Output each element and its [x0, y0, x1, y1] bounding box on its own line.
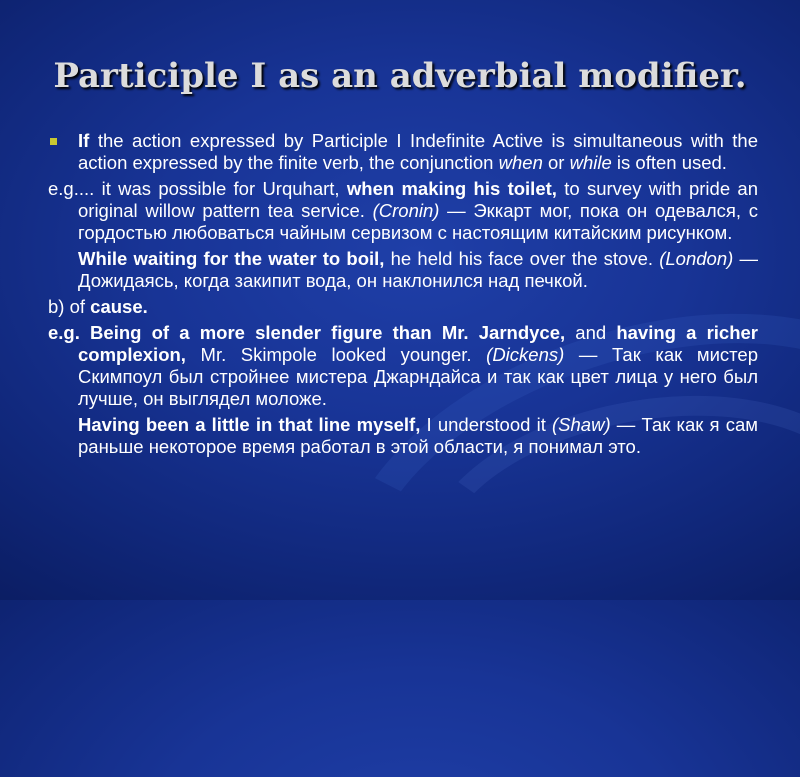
example-urquhart: [48, 178, 758, 244]
text-run: he held his face over the stove.: [384, 248, 660, 269]
example-dickens: [48, 322, 758, 410]
slide-title: Participle I as an adverbial modifier.: [53, 56, 747, 96]
text-run: when: [498, 152, 543, 173]
text-run: — Так как мистер Скимпоул был стройнее мистера Джарндайса и так как цвет лица у него был лучше, он выглядел моложе.: [78, 344, 758, 409]
text-run: the action expressed by Participle I Indefinite Active is simultaneous with the action expressed by the finite verb, the conjunction: [78, 130, 758, 173]
text-run: while: [569, 152, 612, 173]
text-run: (Dickens): [486, 344, 565, 365]
text-run: or: [542, 152, 570, 173]
text-run: e.g.: [48, 322, 91, 343]
text-run: to survey with pride an original willow pattern tea service.: [78, 178, 759, 221]
example-shaw: [48, 414, 758, 458]
text-run: While waiting for the water to boil,: [78, 248, 385, 269]
text-run: I understood it: [420, 414, 553, 435]
bullet-square-icon: [50, 138, 57, 145]
slide-body: [48, 130, 758, 462]
text-run: Having been a little in that line myself,: [78, 414, 421, 435]
text-run: Being of a more slender figure than Mr. Jarndyce,: [90, 322, 566, 343]
text-run: If: [78, 130, 90, 151]
text-run: (Shaw): [552, 414, 611, 435]
text-run: (Cronin): [372, 200, 440, 221]
text-run: — Так как я сам раньше некоторое время работал в этой области, я понимал это.: [78, 414, 758, 457]
text-run: cause.: [90, 296, 148, 317]
text-run: and: [565, 322, 617, 343]
text-run: e.g.... it was possible for Urquhart,: [48, 178, 347, 199]
cause-heading: [48, 296, 758, 318]
text-run: is often used.: [611, 152, 727, 173]
text-run: having a richer complexion,: [78, 322, 759, 365]
example-london: [48, 248, 758, 292]
text-run: when making his toilet,: [346, 178, 557, 199]
text-run: Mr. Skimpole looked younger.: [185, 344, 487, 365]
text-run: — Дожидаясь, когда закипит вода, он наклонился над печкой.: [78, 248, 758, 291]
bullet-paragraph: [48, 130, 758, 174]
text-run: b) of: [48, 296, 91, 317]
text-run: (London): [659, 248, 734, 269]
text-run: — Эккарт мог, пока он одевался, с гордостью любоваться чайным сервизом с настоящим китайским рисунком.: [78, 200, 758, 243]
